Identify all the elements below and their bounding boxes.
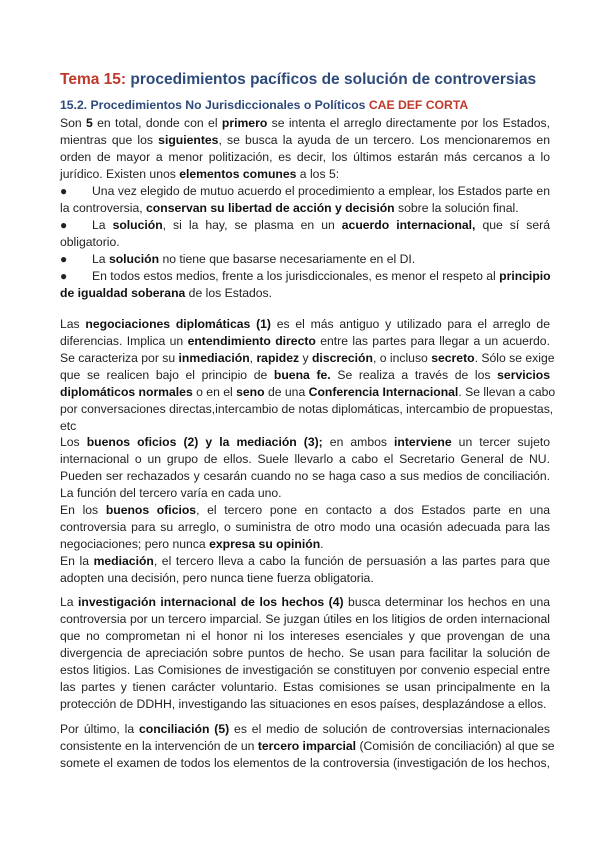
paragraph-line: internacional o un grupo de ellos. Suele llevarlo a cabo el Secretario General de NU.: [60, 452, 550, 466]
paragraph-line: estos litigios. Las Comisiones de investigación se constituyen por convenio especial entre: [60, 663, 550, 677]
bullet-icon: ●: [60, 184, 68, 198]
paragraph-line: controversia por un tercero imparcial. Se juzgan útiles en los litigios de orden internacional: [60, 612, 550, 626]
bullet-line: Una vez elegido de mutuo acuerdo el procedimiento a emplear, los Estados parte en: [92, 184, 550, 198]
paragraph-line: orden de mayor a menor politización, es decir, los últimos estarán más cercanos a lo: [60, 150, 550, 164]
paragraph-line: En la mediación, el tercero lleva a cabo la función de persuasión a las partes para que: [60, 554, 550, 568]
bullet-line: obligatorio.: [60, 235, 120, 249]
paragraph-line: adopten una decisión, pero nunca tiene fuerza obligatoria.: [60, 571, 374, 585]
bullet-icon: ●: [60, 269, 68, 283]
paragraph-line: Pueden ser rechazados y cesarán cuando no se haga caso a sus medios de conciliación.: [60, 469, 550, 483]
bullet-icon: ●: [60, 218, 68, 232]
bullet-line: La solución no tiene que basarse necesariamente en el DI.: [92, 252, 416, 266]
paragraph-line: que se realicen bajo el principio de buena fe. Se realiza a través de los servicios: [60, 368, 550, 382]
subtitle-text: 15.2. Procedimientos No Jurisdiccionales o Políticos: [60, 98, 369, 112]
page-title: [60, 70, 536, 90]
subtitle-tag: CAE DEF CORTA: [368, 98, 469, 112]
paragraph-line: consistente en la intervención de un tercero imparcial (Comisión de conciliación) al que se: [60, 739, 555, 753]
paragraph-line: diferencias. Implica un entendimiento directo entre las partes para llegar a un acuerdo.: [60, 334, 550, 348]
title-number: Tema 15:: [60, 71, 127, 88]
paragraph-line: mientras que los siguientes, se busca la ayuda de un tercero. Los mencionaremos en: [60, 133, 550, 147]
bullet-icon: ●: [60, 252, 68, 266]
bullet-line: la controversia, conservan su libertad de acción y decisión sobre la solución final.: [60, 201, 519, 215]
paragraph-line: Son 5 en total, donde con el primero se intenta el arreglo directamente por los Estados,: [60, 116, 550, 130]
paragraph-line: jurídico. Existen unos elementos comunes a los 5:: [60, 167, 340, 181]
section-subtitle: [60, 97, 468, 114]
paragraph-line: En los buenos oficios, el tercero pone en contacto a dos Estados parte en una: [60, 503, 551, 517]
paragraph-line: etc: [60, 419, 77, 433]
bullet-line: La solución, si la hay, se plasma en un acuerdo internacional, que sí será: [92, 218, 550, 232]
paragraph-line: Se caracteriza por su inmediación, rapidez y discreción, o incluso secreto. Sólo se exige: [60, 351, 555, 365]
paragraph-line: Por último, la conciliación (5) es el medio de solución de controversias internacionales: [60, 722, 550, 736]
paragraph-line: que no comprometan ni el honor ni los intereses esenciales y que provengan de una: [60, 629, 550, 643]
paragraph-line: diplomáticos normales o en el seno de una Conferencia Internacional. Se llevan a cabo: [60, 385, 556, 399]
title-text: procedimientos pacíficos de solución de controversias: [126, 71, 537, 88]
paragraph-line: La función del tercero varía en cada uno.: [60, 486, 282, 500]
paragraph-line: Las negociaciones diplomáticas (1) es el más antiguo y utilizado para el arreglo de: [60, 317, 550, 331]
paragraph-line: las partes y tienen carácter voluntario. Estas comisiones se usan principalmente en la: [60, 680, 550, 694]
bullet-line: de igualdad soberana de los Estados.: [60, 286, 273, 300]
paragraph-line: negociaciones; pero nunca expresa su opinión.: [60, 537, 324, 551]
paragraph-line: divergencia de apreciación sobre puntos de hecho. Se usan para facilitar la solución de: [60, 646, 550, 660]
paragraph-line: por conversaciones directas,intercambio de notas diplomáticas, intercambio de propuestas,: [60, 402, 554, 416]
paragraph-line: protección de DDHH, investigando las situaciones en esos países, desplazándose a ellos.: [60, 697, 547, 711]
paragraph-line: controversia para su arreglo, o suministra de otro modo una ocasión adecuada para las: [60, 520, 550, 534]
paragraph-line: somete el examen de todos los elementos de la controversia (investigación de los hechos,: [60, 756, 550, 770]
paragraph-line: Los buenos oficios (2) y la mediación (3); en ambos interviene un tercer sujeto: [60, 435, 551, 449]
paragraph-line: La investigación internacional de los hechos (4) busca determinar los hechos en una: [60, 595, 550, 609]
bullet-line: En todos estos medios, frente a los jurisdiccionales, es menor el respeto al principio: [92, 269, 551, 283]
